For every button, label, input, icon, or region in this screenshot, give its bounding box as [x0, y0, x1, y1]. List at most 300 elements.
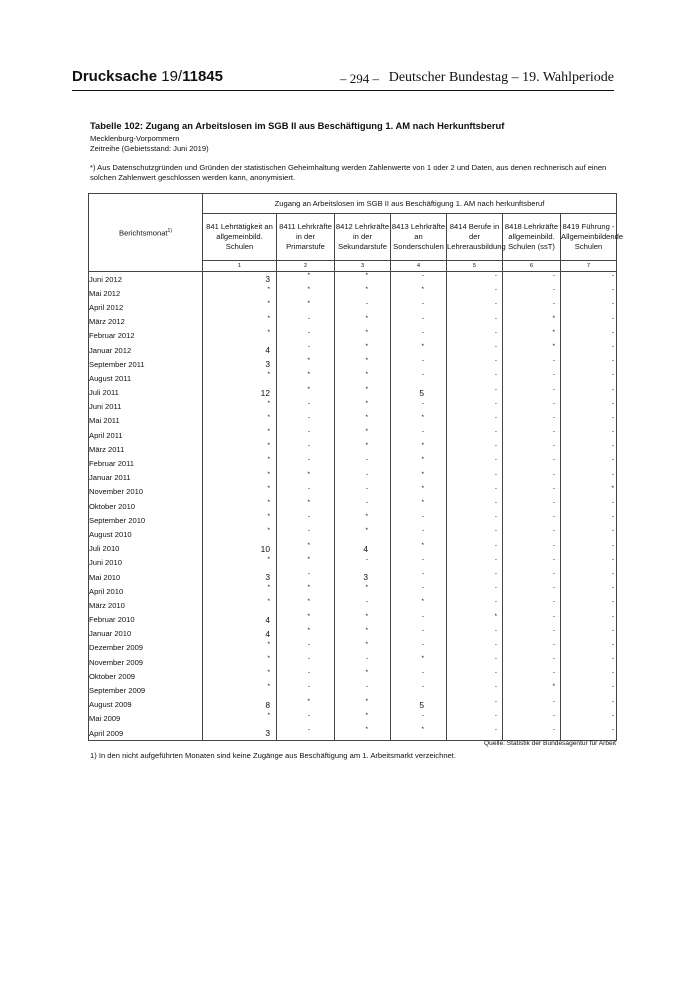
- value-cell: *: [335, 442, 391, 456]
- value-cell: *: [203, 584, 277, 598]
- value-cell: -: [503, 442, 561, 456]
- value-cell: *: [203, 641, 277, 655]
- value-cell: -: [503, 641, 561, 655]
- column-header-1: 841 Lehrtätigkeit an allgemeinbild. Schulen: [203, 214, 277, 261]
- value-cell: *: [203, 683, 277, 697]
- value-cell: -: [503, 357, 561, 371]
- value-cell: -: [447, 471, 503, 485]
- value-cell: -: [277, 456, 335, 470]
- month-cell: August 2011: [89, 371, 203, 385]
- value-cell: *: [391, 542, 447, 556]
- value-cell: -: [561, 315, 617, 329]
- value-cell: *: [203, 655, 277, 669]
- column-number-6: 6: [503, 261, 561, 272]
- value-cell: -: [391, 357, 447, 371]
- value-cell: -: [447, 499, 503, 513]
- table-row: [89, 315, 617, 329]
- value-cell: -: [447, 414, 503, 428]
- value-cell: -: [561, 726, 617, 741]
- value-cell: -: [277, 726, 335, 741]
- value-cell: -: [447, 655, 503, 669]
- month-cell: April 2009: [89, 726, 203, 741]
- value-cell: -: [447, 485, 503, 499]
- value-cell: *: [203, 315, 277, 329]
- value-cell: -: [391, 627, 447, 641]
- value-cell: -: [447, 556, 503, 570]
- value-cell: -: [447, 371, 503, 385]
- value-cell: *: [203, 414, 277, 428]
- data-table: [88, 193, 624, 741]
- month-cell: April 2010: [89, 584, 203, 598]
- month-cell: September 2009: [89, 683, 203, 697]
- table-row: [89, 400, 617, 414]
- value-cell: -: [561, 499, 617, 513]
- value-cell: *: [391, 655, 447, 669]
- value-cell: -: [503, 371, 561, 385]
- month-cell: Mai 2011: [89, 414, 203, 428]
- value-cell: 3: [203, 357, 277, 371]
- group-header: Zugang an Arbeitslosen im SGB II aus Beschäftigung 1. AM nach herkunftsberuf: [203, 194, 617, 214]
- value-cell: -: [277, 414, 335, 428]
- value-cell: 12: [203, 386, 277, 400]
- value-cell: -: [277, 329, 335, 343]
- value-cell: 4: [203, 613, 277, 627]
- value-cell: -: [277, 442, 335, 456]
- value-cell: -: [335, 471, 391, 485]
- value-cell: -: [561, 300, 617, 314]
- value-cell: *: [335, 527, 391, 541]
- value-cell: -: [503, 456, 561, 470]
- table-row: [89, 428, 617, 442]
- value-cell: -: [447, 315, 503, 329]
- privacy-note: *) Aus Datenschutzgründen und Gründen der statistischen Geheimhaltung werden Zahlenwerte von 1 oder 2 und Daten, aus denen rechnerisch auf einen solchen Zahlenwert geschlossen werden kann, anonymisiert.: [90, 163, 607, 182]
- value-cell: *: [391, 598, 447, 612]
- value-cell: -: [447, 726, 503, 741]
- value-cell: -: [503, 726, 561, 741]
- value-cell: *: [335, 669, 391, 683]
- value-cell: -: [391, 570, 447, 584]
- value-cell: *: [203, 485, 277, 499]
- table-row: [89, 442, 617, 456]
- value-cell: -: [561, 272, 617, 287]
- value-cell: -: [561, 343, 617, 357]
- month-cell: Mai 2012: [89, 286, 203, 300]
- value-cell: -: [391, 683, 447, 697]
- value-cell: -: [277, 712, 335, 726]
- value-cell: -: [561, 584, 617, 598]
- value-cell: -: [561, 371, 617, 385]
- column-header-6: 8418 Lehrkräfte allgemeinbild. Schulen (ssT): [503, 214, 561, 261]
- value-cell: -: [391, 400, 447, 414]
- value-cell: -: [335, 655, 391, 669]
- value-cell: -: [447, 627, 503, 641]
- value-cell: *: [335, 641, 391, 655]
- value-cell: *: [277, 300, 335, 314]
- value-cell: -: [277, 315, 335, 329]
- source-note: Quelle: Statistik der Bundesagentur für Arbeit: [484, 740, 616, 747]
- month-cell: August 2009: [89, 698, 203, 712]
- value-cell: *: [335, 357, 391, 371]
- value-cell: -: [391, 584, 447, 598]
- month-cell: Februar 2010: [89, 613, 203, 627]
- value-cell: *: [335, 315, 391, 329]
- value-cell: 4: [335, 542, 391, 556]
- column-header-4: 8413 Lehrkräfte an Sonderschulen: [391, 214, 447, 261]
- month-cell: Januar 2010: [89, 627, 203, 641]
- value-cell: *: [277, 698, 335, 712]
- value-cell: -: [503, 471, 561, 485]
- value-cell: -: [447, 272, 503, 287]
- column-header-2: 8411 Lehrkräfte in der Primarstufe: [277, 214, 335, 261]
- month-cell: Juni 2011: [89, 400, 203, 414]
- value-cell: 4: [203, 627, 277, 641]
- value-cell: *: [335, 400, 391, 414]
- value-cell: *: [335, 272, 391, 287]
- value-cell: -: [447, 698, 503, 712]
- table-row: [89, 386, 617, 400]
- value-cell: *: [203, 442, 277, 456]
- table-row: [89, 712, 617, 726]
- value-cell: *: [335, 414, 391, 428]
- table-row: [89, 414, 617, 428]
- table-row: [89, 726, 617, 741]
- value-cell: -: [503, 400, 561, 414]
- table-row: [89, 300, 617, 314]
- value-cell: *: [335, 386, 391, 400]
- value-cell: *: [335, 698, 391, 712]
- month-cell: Dezember 2009: [89, 641, 203, 655]
- page-number: – 294 –: [340, 71, 379, 86]
- value-cell: *: [391, 499, 447, 513]
- value-cell: 3: [335, 570, 391, 584]
- month-cell: März 2011: [89, 442, 203, 456]
- value-cell: -: [391, 513, 447, 527]
- value-cell: -: [503, 414, 561, 428]
- value-cell: *: [391, 485, 447, 499]
- value-cell: -: [277, 513, 335, 527]
- column-number-4: 4: [391, 261, 447, 272]
- value-cell: *: [203, 499, 277, 513]
- value-cell: -: [561, 442, 617, 456]
- value-cell: *: [335, 613, 391, 627]
- doc-number-bold: 11845: [182, 68, 223, 85]
- value-cell: 8: [203, 698, 277, 712]
- value-cell: -: [561, 414, 617, 428]
- value-cell: -: [277, 343, 335, 357]
- column-header-3: 8412 Lehrkräfte in der Sekundarstufe: [335, 214, 391, 261]
- value-cell: -: [277, 527, 335, 541]
- value-cell: *: [335, 584, 391, 598]
- doc-prefix: Drucksache: [72, 68, 158, 85]
- value-cell: -: [335, 499, 391, 513]
- table-row: [89, 627, 617, 641]
- footnote: 1) In den nicht aufgeführten Monaten sind keine Zugänge aus Beschäftigung am 1. Arbeitsmarkt verzeichnet.: [90, 751, 456, 760]
- value-cell: -: [503, 286, 561, 300]
- value-cell: *: [335, 371, 391, 385]
- month-cell: März 2012: [89, 315, 203, 329]
- month-cell: Januar 2012: [89, 343, 203, 357]
- value-cell: -: [503, 613, 561, 627]
- value-cell: *: [277, 471, 335, 485]
- value-cell: -: [561, 698, 617, 712]
- value-cell: *: [503, 315, 561, 329]
- column-number-2: 2: [277, 261, 335, 272]
- value-cell: -: [391, 527, 447, 541]
- value-cell: -: [561, 542, 617, 556]
- value-cell: -: [503, 698, 561, 712]
- value-cell: *: [203, 329, 277, 343]
- table-row: [89, 655, 617, 669]
- value-cell: -: [447, 513, 503, 527]
- value-cell: *: [203, 471, 277, 485]
- value-cell: -: [277, 428, 335, 442]
- table-row: [89, 698, 617, 712]
- table-row: [89, 485, 617, 499]
- month-cell: April 2011: [89, 428, 203, 442]
- column-number-7: 7: [561, 261, 617, 272]
- value-cell: *: [391, 343, 447, 357]
- value-cell: -: [561, 712, 617, 726]
- value-cell: -: [503, 570, 561, 584]
- table-row: [89, 272, 617, 287]
- value-cell: -: [503, 542, 561, 556]
- value-cell: -: [447, 542, 503, 556]
- value-cell: -: [447, 386, 503, 400]
- table-row: [89, 456, 617, 470]
- row-header-cell: [89, 194, 203, 272]
- value-cell: -: [277, 570, 335, 584]
- value-cell: *: [203, 598, 277, 612]
- value-cell: -: [447, 300, 503, 314]
- value-cell: -: [503, 584, 561, 598]
- value-cell: -: [447, 442, 503, 456]
- value-cell: 4: [203, 343, 277, 357]
- value-cell: *: [335, 286, 391, 300]
- value-cell: -: [561, 641, 617, 655]
- value-cell: -: [503, 300, 561, 314]
- value-cell: -: [503, 669, 561, 683]
- table-row: [89, 613, 617, 627]
- value-cell: *: [561, 485, 617, 499]
- value-cell: -: [447, 570, 503, 584]
- value-cell: -: [561, 513, 617, 527]
- month-cell: November 2010: [89, 485, 203, 499]
- value-cell: 3: [203, 272, 277, 287]
- table-row: [89, 471, 617, 485]
- value-cell: -: [447, 683, 503, 697]
- value-cell: -: [561, 471, 617, 485]
- value-cell: -: [277, 683, 335, 697]
- month-cell: September 2011: [89, 357, 203, 371]
- value-cell: -: [561, 556, 617, 570]
- value-cell: -: [561, 598, 617, 612]
- value-cell: *: [503, 329, 561, 343]
- table-row: [89, 683, 617, 697]
- value-cell: -: [447, 584, 503, 598]
- value-cell: -: [391, 300, 447, 314]
- table-title: Tabelle 102: Zugang an Arbeitslosen im SGB II aus Beschäftigung 1. AM nach Herkunftsberuf: [90, 120, 505, 131]
- value-cell: 5: [391, 386, 447, 400]
- value-cell: -: [447, 400, 503, 414]
- value-cell: *: [335, 513, 391, 527]
- value-cell: -: [447, 456, 503, 470]
- value-cell: *: [503, 343, 561, 357]
- month-cell: Mai 2010: [89, 570, 203, 584]
- column-header-5: 8414 Berufe in der Lehrerausbildung: [447, 214, 503, 261]
- month-cell: Mai 2009: [89, 712, 203, 726]
- month-cell: Januar 2011: [89, 471, 203, 485]
- value-cell: -: [391, 329, 447, 343]
- value-cell: -: [503, 499, 561, 513]
- value-cell: *: [277, 613, 335, 627]
- table-row: [89, 542, 617, 556]
- value-cell: -: [503, 513, 561, 527]
- value-cell: -: [447, 641, 503, 655]
- series-label: Zeitreihe (Gebietsstand: Juni 2019): [90, 144, 209, 153]
- month-cell: August 2010: [89, 527, 203, 541]
- value-cell: -: [561, 570, 617, 584]
- table-row: [89, 513, 617, 527]
- table-row: [89, 598, 617, 612]
- value-cell: -: [335, 456, 391, 470]
- value-cell: -: [561, 400, 617, 414]
- table-row: [89, 669, 617, 683]
- table-row: [89, 527, 617, 541]
- value-cell: *: [277, 627, 335, 641]
- value-cell: *: [391, 286, 447, 300]
- value-cell: *: [203, 669, 277, 683]
- value-cell: -: [391, 272, 447, 287]
- value-cell: *: [277, 272, 335, 287]
- month-cell: April 2012: [89, 300, 203, 314]
- value-cell: *: [335, 329, 391, 343]
- column-number-3: 3: [335, 261, 391, 272]
- value-cell: -: [391, 669, 447, 683]
- value-cell: 10: [203, 542, 277, 556]
- value-cell: -: [277, 485, 335, 499]
- column-number-5: 5: [447, 261, 503, 272]
- value-cell: -: [503, 627, 561, 641]
- value-cell: 5: [391, 698, 447, 712]
- value-cell: *: [277, 584, 335, 598]
- value-cell: -: [561, 669, 617, 683]
- value-cell: -: [503, 655, 561, 669]
- table-row: [89, 329, 617, 343]
- value-cell: -: [447, 669, 503, 683]
- value-cell: -: [335, 598, 391, 612]
- value-cell: *: [391, 442, 447, 456]
- institution: Deutscher Bundestag – 19. Wahlperiode: [388, 70, 614, 85]
- value-cell: *: [447, 613, 503, 627]
- value-cell: *: [277, 598, 335, 612]
- month-cell: September 2010: [89, 513, 203, 527]
- value-cell: -: [277, 655, 335, 669]
- row-header-footnote-mark: 1): [167, 227, 172, 234]
- table-row: [89, 357, 617, 371]
- value-cell: -: [503, 485, 561, 499]
- value-cell: -: [391, 641, 447, 655]
- value-cell: *: [203, 527, 277, 541]
- value-cell: -: [561, 655, 617, 669]
- value-cell: *: [277, 286, 335, 300]
- value-cell: *: [391, 726, 447, 741]
- value-cell: -: [335, 683, 391, 697]
- value-cell: *: [277, 386, 335, 400]
- value-cell: -: [561, 527, 617, 541]
- table-row: [89, 343, 617, 357]
- doc-number-light: 19/: [161, 68, 183, 85]
- value-cell: -: [277, 641, 335, 655]
- table-row: [89, 570, 617, 584]
- table-row: [89, 556, 617, 570]
- value-cell: -: [561, 329, 617, 343]
- value-cell: -: [335, 300, 391, 314]
- value-cell: -: [447, 527, 503, 541]
- value-cell: -: [561, 627, 617, 641]
- value-cell: *: [503, 683, 561, 697]
- value-cell: -: [503, 527, 561, 541]
- value-cell: *: [203, 286, 277, 300]
- value-cell: -: [503, 598, 561, 612]
- value-cell: *: [203, 456, 277, 470]
- value-cell: -: [447, 357, 503, 371]
- value-cell: *: [391, 456, 447, 470]
- column-header-7: 8419 Führung - Allgemeinbildende Schulen: [561, 214, 617, 261]
- region-label: Mecklenburg-Vorpommern: [90, 134, 180, 143]
- value-cell: -: [561, 456, 617, 470]
- value-cell: -: [503, 428, 561, 442]
- table-row: [89, 584, 617, 598]
- value-cell: -: [447, 329, 503, 343]
- value-cell: -: [503, 272, 561, 287]
- value-cell: *: [203, 371, 277, 385]
- value-cell: -: [561, 613, 617, 627]
- value-cell: *: [335, 712, 391, 726]
- month-cell: Februar 2012: [89, 329, 203, 343]
- value-cell: *: [277, 371, 335, 385]
- value-cell: -: [447, 712, 503, 726]
- value-cell: *: [277, 556, 335, 570]
- value-cell: -: [447, 598, 503, 612]
- month-cell: Oktober 2009: [89, 669, 203, 683]
- month-cell: Juni 2010: [89, 556, 203, 570]
- table-row: [89, 286, 617, 300]
- month-cell: Februar 2011: [89, 456, 203, 470]
- value-cell: *: [203, 400, 277, 414]
- value-cell: *: [335, 343, 391, 357]
- page-header: [72, 66, 614, 91]
- month-cell: März 2010: [89, 598, 203, 612]
- value-cell: -: [391, 712, 447, 726]
- value-cell: -: [503, 556, 561, 570]
- value-cell: *: [203, 513, 277, 527]
- value-cell: *: [203, 428, 277, 442]
- document-number: [72, 68, 223, 85]
- value-cell: -: [391, 371, 447, 385]
- value-cell: *: [335, 726, 391, 741]
- table-row: [89, 371, 617, 385]
- month-cell: Juli 2011: [89, 386, 203, 400]
- row-header: Berichtsmonat: [119, 228, 168, 238]
- value-cell: -: [447, 286, 503, 300]
- value-cell: *: [277, 499, 335, 513]
- value-cell: -: [561, 386, 617, 400]
- value-cell: -: [447, 428, 503, 442]
- value-cell: *: [391, 471, 447, 485]
- value-cell: -: [447, 343, 503, 357]
- value-cell: -: [561, 286, 617, 300]
- month-cell: Oktober 2010: [89, 499, 203, 513]
